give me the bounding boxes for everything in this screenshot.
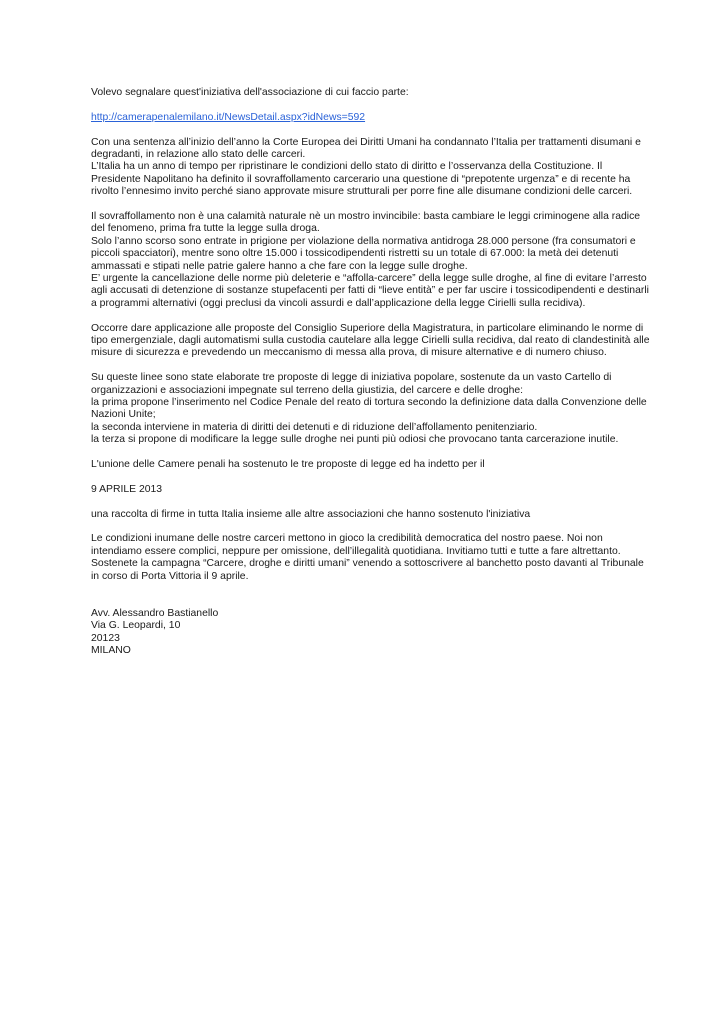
paragraph-line: Il sovraffollamento non è una calamità naturale nè un mostro invincibile: basta cambiare le leggi criminogene alla radice del fenomeno, prima fra tutte la legge sulla droga. [91,211,641,235]
signature-city: MILANO [91,645,131,657]
paragraph-line: la terza si propone di modificare la legge sulle droghe nei punti più odiosi che provocano tanta carcerazione inutile. [91,434,619,446]
paragraph-line: Solo l’anno scorso sono entrate in prigione per violazione della normativa antidroga 28.000 persone (fra consumatori e piccoli spacciatori), mentre sono oltre 15.000 i tossicodipendenti ristretti su un totale di 67.000: la metà dei detenuti ammassati e stipati nelle patrie galere hanno a che fare con la legge sulle droghe. [91,235,636,272]
signature-street: Via G. Leopardi, 10 [91,620,181,632]
paragraph-proposte [91,372,651,446]
paragraph-line: Le condizioni inumane delle nostre carceri mettono in gioco la credibilità democratica del nostro paese. Noi non intendiamo essere complici, neppure per omissione, dell’illegalità quotidiana. Invitiamo tutti e tutte a fare altrettanto. [91,533,621,557]
paragraph-appello [91,533,651,583]
paragraph-line: E’ urgente la cancellazione delle norme più deleterie e “affolla-carcere” della legge sulle droghe, al fine di evitare l’arresto agli accusati di detenzione di sostanze stupefacenti per fatti di “lieve entità” e per far uscire i tossicodipendenti e destinarli a programmi alternativi (oggi preclusi da vincoli assurdi e dall’applicazione della legge Cirielli sulla recidiva). [91,273,649,309]
intro-paragraph: Volevo segnalare quest'iniziativa dell'associazione di cui faccio parte: [91,87,409,98]
paragraph-line: Occorre dare applicazione alle proposte del Consiglio Superiore della Magistratura, in particolare eliminando le norme di tipo emergenziale, dagli automatismi sulla custodia cautelare alla legge Cirielli sulla recidiva, dal reato di clandestinità alle misure di sicurezza e prevedendo un meccanismo di messa alla prova, di misure alternative e di numero chiuso. [91,322,650,359]
paragraph-csm [91,323,651,360]
signature-block [91,608,651,658]
paragraph-line: la seconda interviene in materia di diritti dei detenuti e di riduzione dell’affollamento penitenziario. [91,421,538,433]
signature-zip: 20123 [91,632,120,644]
paragraph-sovraffollamento [91,211,651,310]
letter-document [91,87,651,658]
paragraph-line: L’Italia ha un anno di tempo per ripristinare le condizioni dello stato di diritto e l’osservanza della Costituzione. Il Presidente Napolitano ha definito il sovraffollamento carcerario una questione di “prepotente urgenza” e di recente ha rivolto l’ennesimo invito perché siano approvate misure strutturali per porre fine alle disumane condizioni delle carceri. [91,161,633,198]
paragraph-line: la prima propone l’inserimento nel Codice Penale del reato di tortura secondo la definizione data dalla Convenzione delle Nazioni Unite; [91,397,647,421]
news-link[interactable]: http://camerapenalemilano.it/NewsDetail.aspx?idNews=592 [91,111,366,123]
paragraph-line: Su queste linee sono state elaborate tre proposte di legge di iniziativa popolare, sostenute da un vasto Cartello di organizzazioni e associazioni impegnate sul terreno della giustizia, del carcere e delle droghe: [91,372,612,396]
signature-name: Avv. Alessandro Bastianello [91,607,219,619]
paragraph-line: Sostenete la campagna “Carcere, droghe e diritti umani” venendo a sottoscrivere al banchetto posto davanti al Tribunale in corso di Porta Vittoria il 9 aprile. [91,558,644,582]
paragraph-raccolta-firme: una raccolta di firme in tutta Italia insieme alle altre associazioni che hanno sostenuto l'iniziativa [91,508,531,520]
paragraph-camere-penali: L'unione delle Camere penali ha sostenuto le tre proposte di legge ed ha indetto per il [91,459,485,471]
link-paragraph [91,112,651,124]
paragraph-sentenza [91,137,651,199]
paragraph-line: Con una sentenza all’inizio dell’anno la Corte Europea dei Diritti Umani ha condannato l’Italia per trattamenti disumani e degradanti, in relazione allo stato delle carceri. [91,136,641,160]
event-date: 9 APRILE 2013 [91,483,163,495]
